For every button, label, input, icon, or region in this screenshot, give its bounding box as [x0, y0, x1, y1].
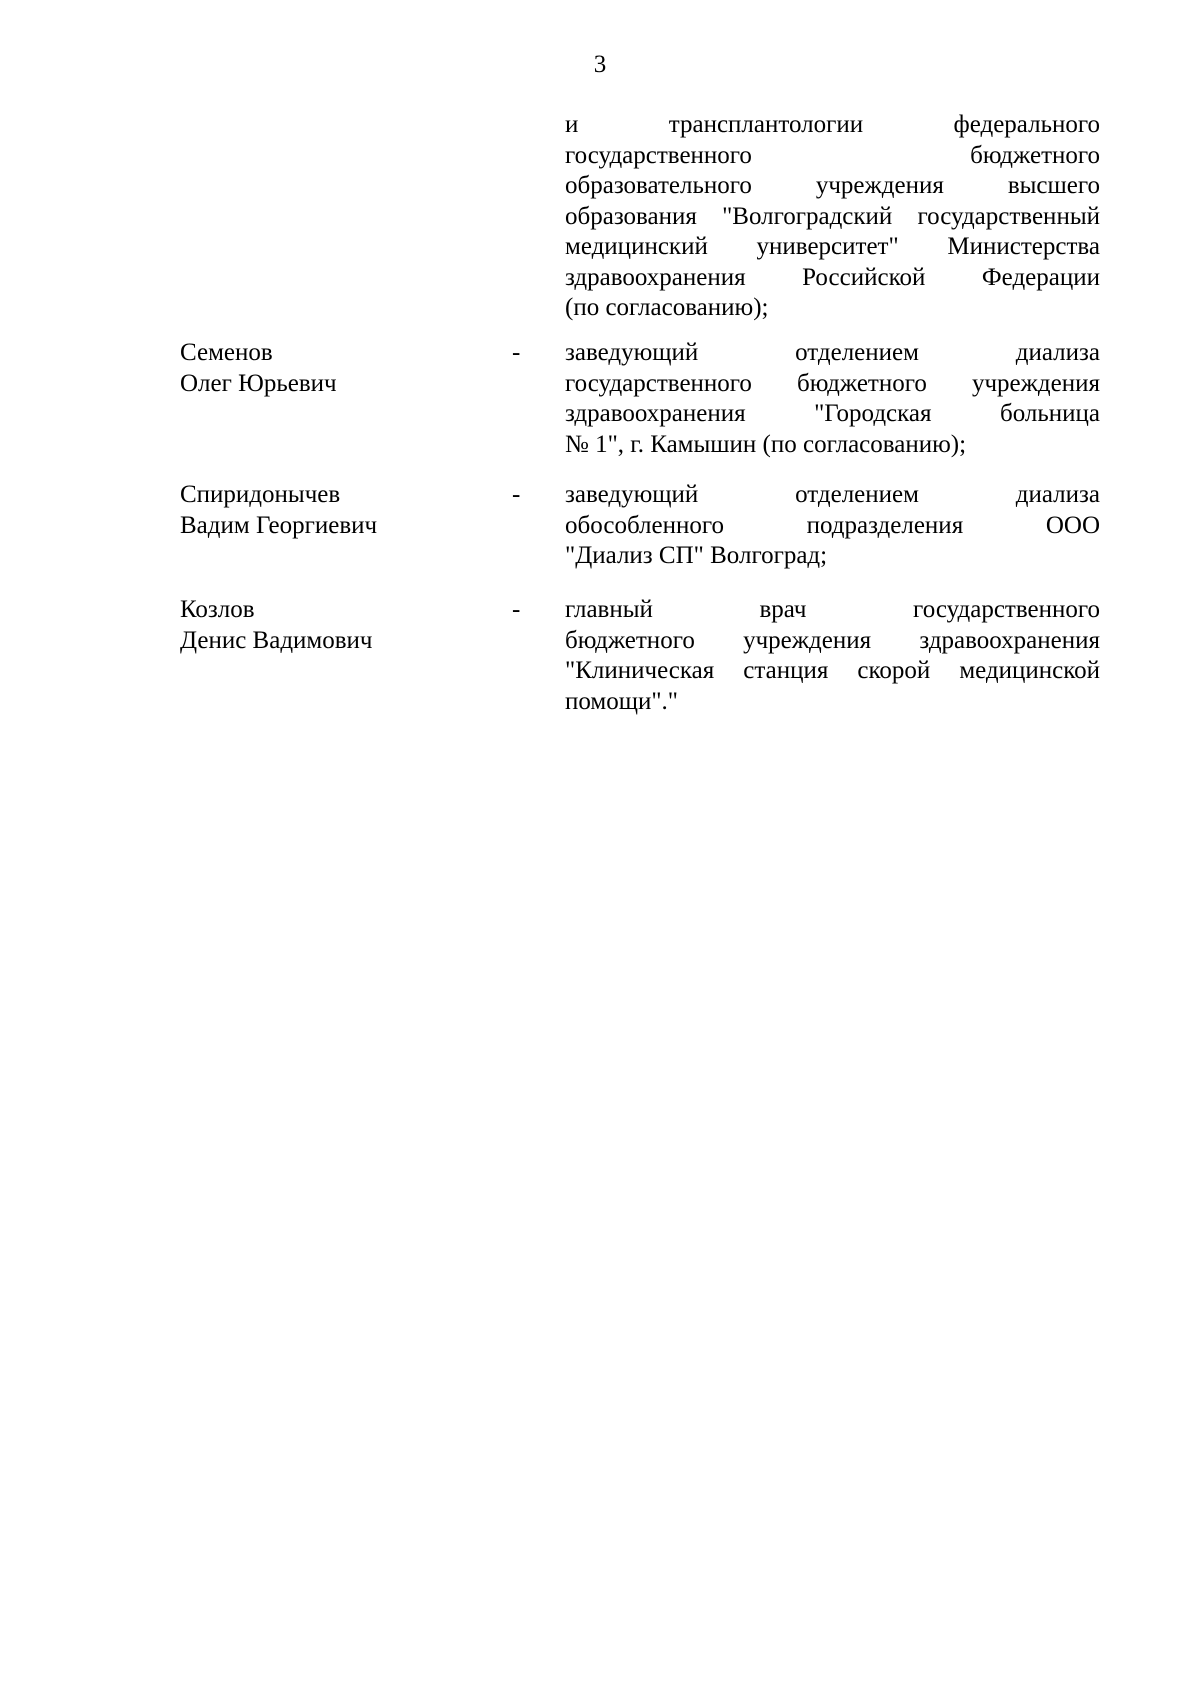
continuation-line: образования "Волгоградский государственный	[565, 202, 1100, 230]
position-line: главный врач государственного	[565, 596, 1100, 623]
member-surname: Семенов	[180, 339, 273, 366]
continuation-line: государственного бюджетного	[565, 141, 1100, 169]
previous-member-position-continuation	[565, 110, 1100, 324]
member-name	[180, 480, 480, 541]
continuation-line: и трансплантологии федерального	[565, 111, 1100, 138]
position-line: "Клиническая станция скорой медицинской	[565, 657, 1100, 684]
member-dash: -	[512, 481, 521, 508]
member-given-names: Денис Вадимович	[180, 626, 373, 654]
page-number: 3	[593, 51, 607, 78]
position-line: заведующий отделением диализа	[565, 339, 1100, 366]
position-line: здравоохранения "Городская больница	[565, 400, 1100, 427]
position-line: "Диализ СП" Волгоград;	[565, 542, 828, 569]
position-line: бюджетного учреждения здравоохранения	[565, 626, 1100, 654]
continuation-line: здравоохранения Российской Федерации	[565, 263, 1100, 291]
position-line: государственного бюджетного учреждения	[565, 369, 1100, 397]
member-position	[565, 338, 1100, 460]
member-surname: Козлов	[180, 596, 255, 623]
position-line: обособленного подразделения ООО	[565, 511, 1100, 539]
member-name	[180, 595, 480, 656]
position-line: № 1", г. Камышин (по согласованию);	[565, 430, 967, 458]
continuation-line: образовательного учреждения высшего	[565, 172, 1100, 199]
member-position	[565, 480, 1100, 572]
member-surname: Спиридонычев	[180, 481, 341, 508]
member-dash: -	[512, 339, 521, 366]
member-dash: -	[512, 596, 521, 623]
member-given-names: Олег Юрьевич	[180, 369, 337, 397]
position-line: заведующий отделением диализа	[565, 481, 1100, 508]
member-given-names: Вадим Георгиевич	[180, 511, 378, 539]
member-name	[180, 338, 480, 399]
continuation-line: медицинский университет" Министерства	[565, 233, 1100, 260]
continuation-line: (по согласованию);	[565, 294, 769, 321]
member-position	[565, 595, 1100, 717]
position-line: помощи"."	[565, 687, 679, 715]
